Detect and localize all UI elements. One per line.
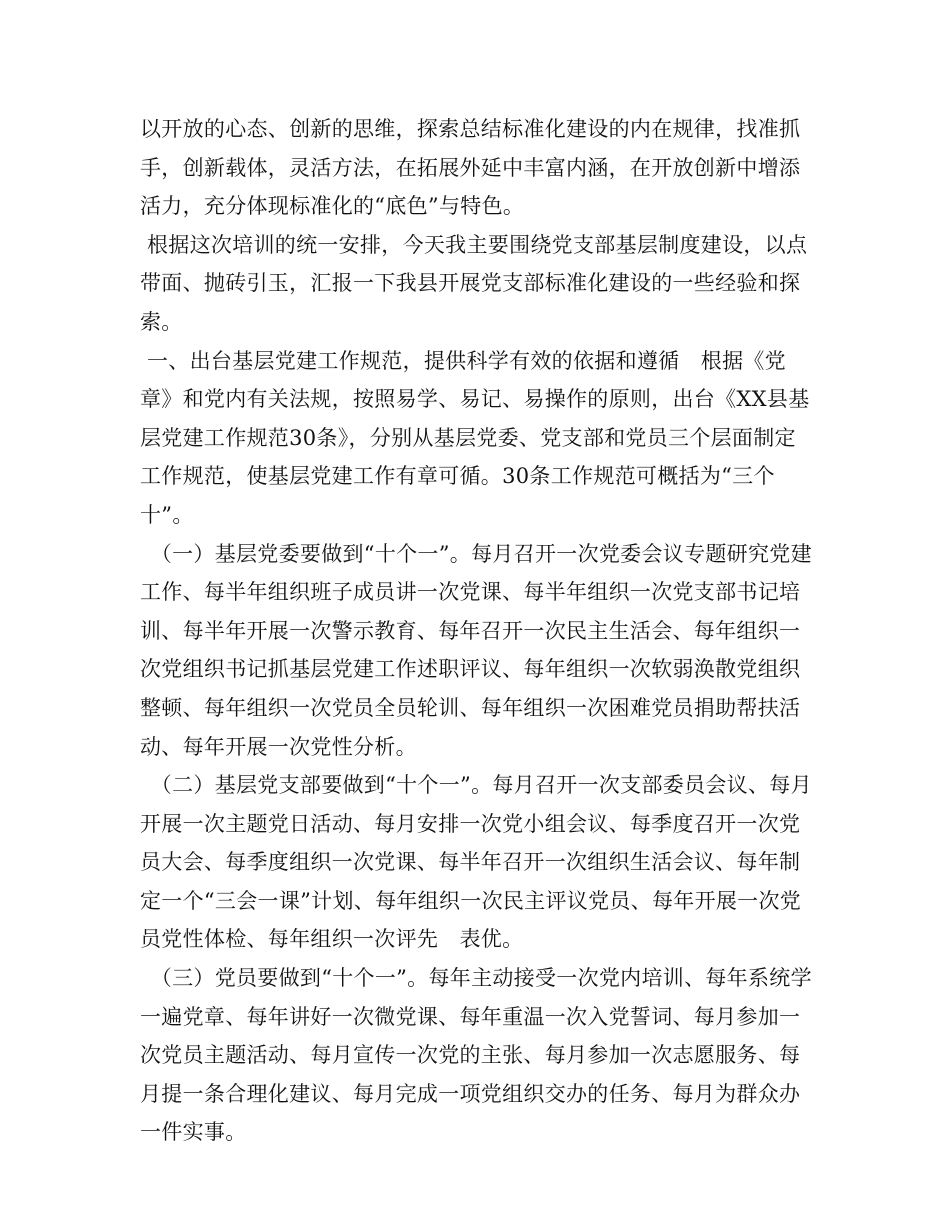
paragraph-party-members: （三）党员要做到“十个一”。每年主动接受一次党内培训、每年系统学一遍党章、每年讲好一次微党课、每年重温一次入党誓词、每月参加一次党员主题活动、每月宣传一次党的主张、每月参加一次志愿服务、每月提一条合理化建议、每月完成一项党组织交办的任务、每月为群众办一件实事。 xyxy=(140,966,812,1145)
paragraph-training-arrangement: 根据这次培训的统一安排，今天我主要围绕党支部基层制度建设，以点带面、抛砖引玉，汇报一下我县开展党支部标准化建设的一些经验和探索。 xyxy=(140,232,808,334)
paragraph-party-branch: （二）基层党支部要做到“十个一”。每月召开一次支部委员会议、每月开展一次主题党日活动、每月安排一次党小组会议、每季度召开一次党员大会、每季度组织一次党课、每半年召开一次组织生活会议、每年制定一个“三会一课”计划、每年组织一次民主评议党员、每年开展一次党员党性体检、每年组织一次评先 表优。 xyxy=(140,773,812,952)
paragraph-party-committee: （一）基层党委要做到“十个一”。每月召开一次党委会议专题研究党建工作、每半年组织班子成员讲一次党课、每半年组织一次党支部书记培训、每半年开展一次警示教育、每年召开一次民主生活会、每年组织一次党组织书记抓基层党建工作述职评议、每年组织一次软弱涣散党组织整顿、每年组织一次党员全员轮训、每年组织一次困难党员捐助帮扶活动、每年开展一次党性分析。 xyxy=(140,541,812,759)
paragraph-section-one: 一、出台基层党建工作规范，提供科学有效的依据和遵循 根据《党章》和党内有关法规，按照易学、易记、易操作的原则，出台《XX县基层党建工作规范30条》，分别从基层党委、党支部和党员三个层面制定工作规范，使基层党建工作有章可循。30条工作规范可概括为“三个十”。 xyxy=(140,348,810,527)
document-body xyxy=(140,110,812,1152)
paragraph-intro-continuation: 以开放的心态、创新的思维，探索总结标准化建设的内在规律，找准抓手，创新载体，灵活方法，在拓展外延中丰富内涵，在开放创新中增添活力，充分体现标准化的“底色”与特色。 xyxy=(140,117,801,219)
